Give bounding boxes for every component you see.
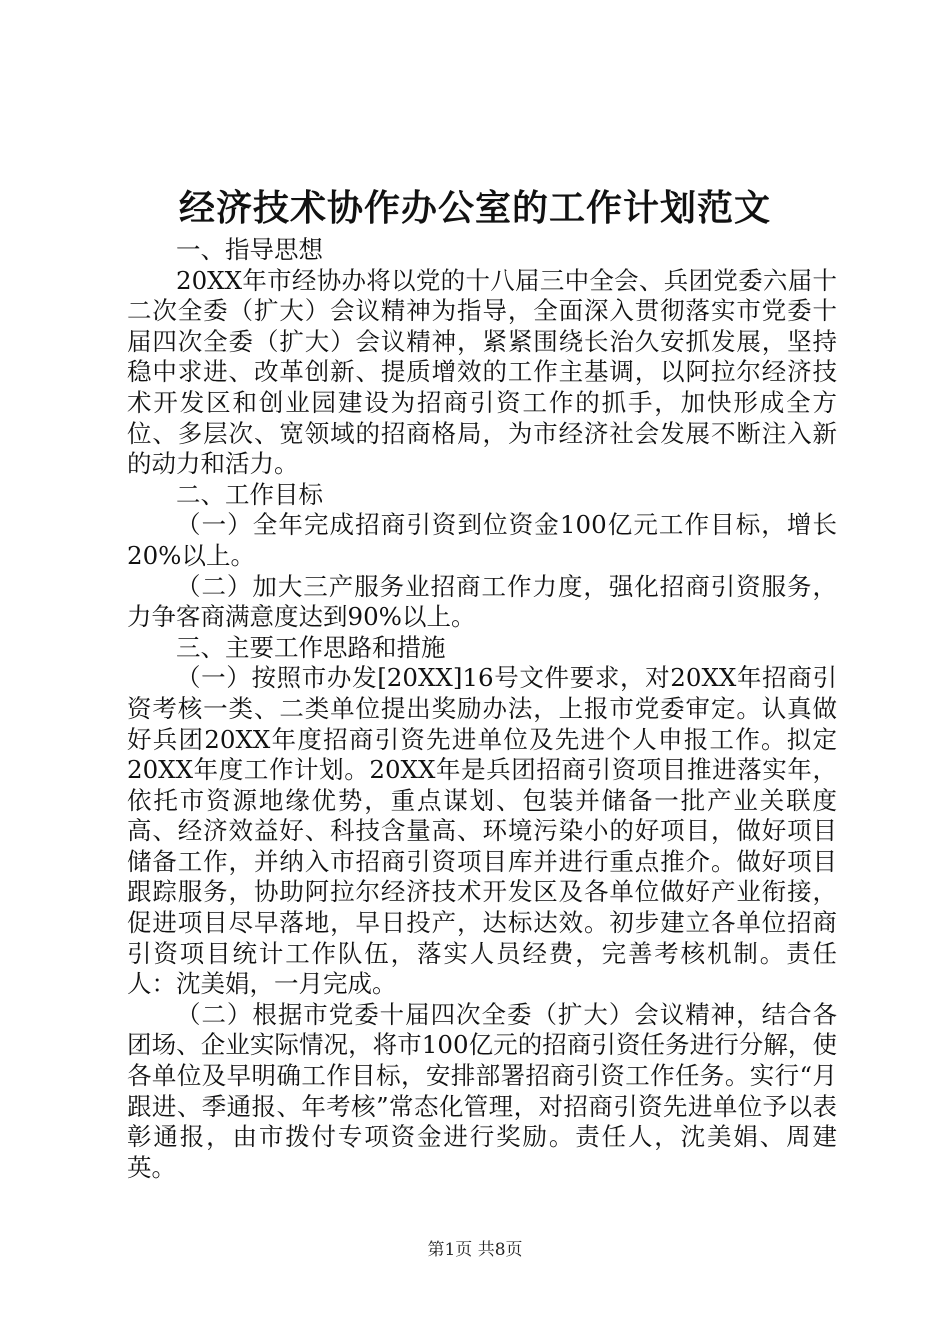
section-work-goals xyxy=(127,480,837,633)
paragraph: 20XX年市经协办将以党的十八届三中全会、兵团党委六届十二次全委（扩大）会议精神为指导，全面深入贯彻落实市党委十届四次全委（扩大）会议精神，紧紧围绕长治久安抓发展，坚持稳中求进、改革创新、提质增效的工作主基调，以阿拉尔经济技术开发区和创业园建设为招商引资工作的抓手，加快形成全方位、多层次、宽领域的招商格局，为市经济社会发展不断注入新的动力和活力。 xyxy=(127,265,837,479)
paragraph: （一）按照市办发[20XX]16号文件要求，对20XX年招商引资考核一类、二类单位提出奖励办法，上报市党委审定。认真做好兵团20XX年度招商引资先进单位及先进个人申报工作。拟定20XX年度工作计划。20XX年是兵团招商引资项目推进落实年，依托市资源地缘优势，重点谋划、包装并储备一批产业关联度高、经济效益好、科技含量高、环境污染小的好项目，做好项目储备工作，并纳入市招商引资项目库并进行重点推介。做好项目跟踪服务，协助阿拉尔经济技术开发区及各单位做好产业衔接，促进项目尽早落地，早日投产，达标达效。初步建立各单位招商引资项目统计工作队伍，落实人员经费，完善考核机制。责任人：沈美娟，一月完成。 xyxy=(127,663,837,999)
section-guiding-ideology xyxy=(127,235,837,480)
paragraph: （一）全年完成招商引资到位资金100亿元工作目标，增长20%以上。 xyxy=(127,510,837,570)
section-heading: 一、指导思想 xyxy=(176,235,323,264)
section-heading: 二、工作目标 xyxy=(176,479,323,509)
paragraph: （二）加大三产服务业招商工作力度，强化招商引资服务，力争客商满意度达到90%以上。 xyxy=(127,571,837,632)
section-main-measures xyxy=(127,633,837,1184)
document-title: 经济技术协作办公室的工作计划范文 xyxy=(178,187,771,229)
page-number-footer: 第1页 共8页 xyxy=(427,1240,523,1260)
document-body xyxy=(127,235,837,1183)
paragraph: （二）根据市党委十届四次全委（扩大）会议精神，结合各团场、企业实际情况，将市100亿元的招商引资任务进行分解，使各单位及早明确工作目标，安排部署招商引资工作任务。实行“月跟进、季通报、年考核”常态化管理，对招商引资先进单位予以表彰通报，由市拨付专项资金进行奖励。责任人，沈美娟、周建英。 xyxy=(127,999,837,1182)
section-heading: 三、主要工作思路和措施 xyxy=(176,632,446,662)
